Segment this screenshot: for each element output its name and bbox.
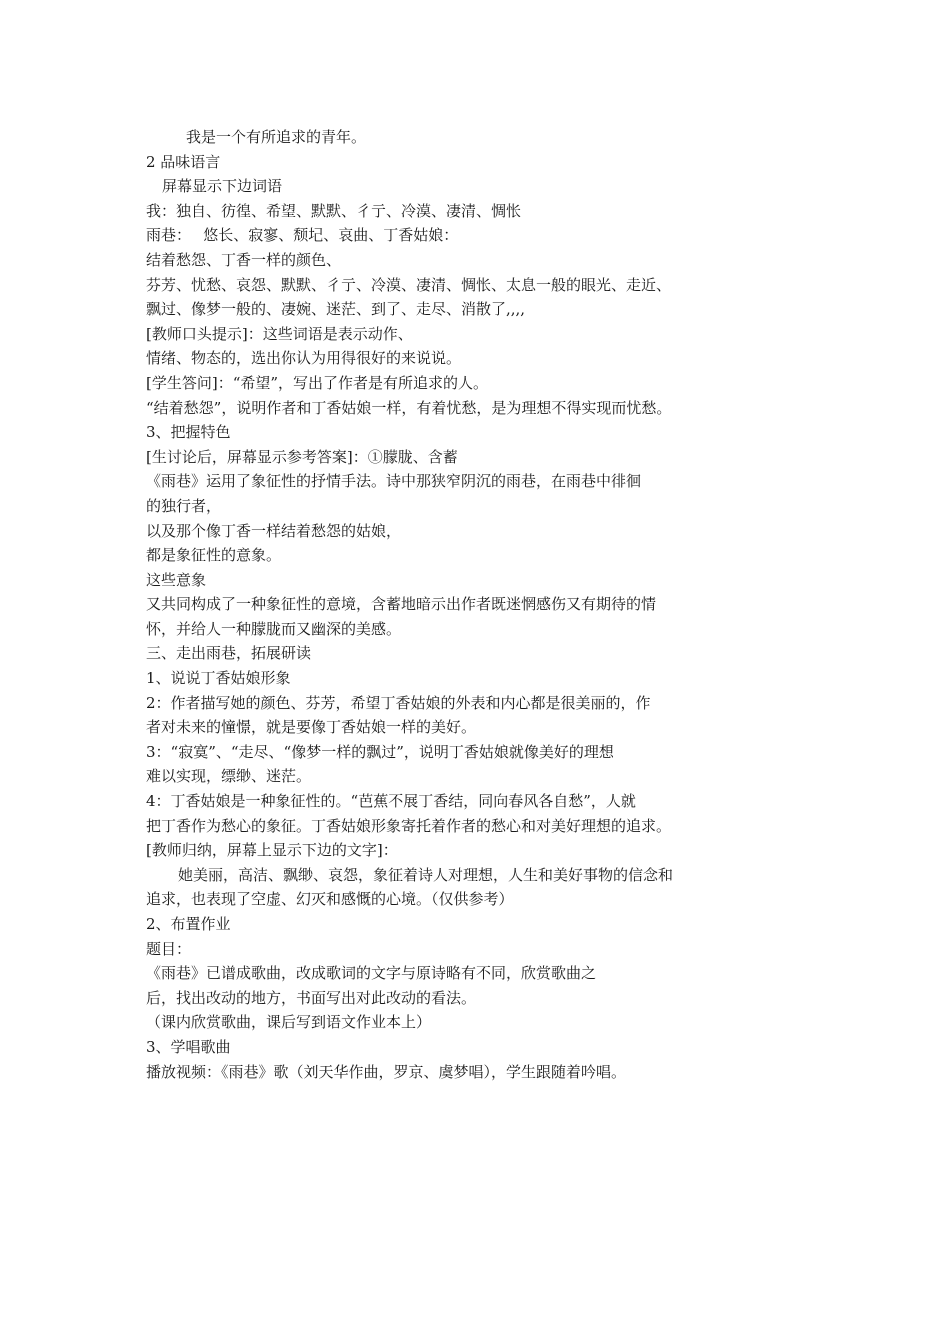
text-line: [教师口头提示]：这些词语是表示动作、 <box>146 324 413 343</box>
text-line: 我：独自、彷徨、希望、默默、彳亍、冷漠、凄清、惆怅 <box>146 201 522 220</box>
text-line: 播放视频：《雨巷》歌（刘天华作曲，罗京、虞梦唱），学生跟随着吟唱。 <box>146 1062 627 1081</box>
text-line: 4：丁香姑娘是一种象征性的。“芭蕉不展丁香结，同向春风各自愁”，人就 <box>146 792 636 811</box>
text-line: 屏幕显示下边词语 <box>162 177 283 196</box>
text-line: 芬芳、忧愁、哀怨、默默、彳亍、冷漠、凄清、惆怅、太息一般的眼光、走近、 <box>146 275 672 294</box>
text-line: 题目： <box>146 939 192 958</box>
text-line: 追求，也表现了空虚、幻灭和感慨的心境。（仅供参考） <box>146 890 514 909</box>
text-line: “结着愁怨”，说明作者和丁香姑娘一样，有着忧愁，是为理想不得实现而忧愁。 <box>146 398 672 417</box>
text-line: 她美丽，高洁、飘缈、哀怨，象征着诗人对理想，人生和美好事物的信念和 <box>178 865 674 884</box>
text-line: 的独行者， <box>146 496 222 515</box>
text-line: （课内欣赏歌曲，课后写到语文作业本上） <box>146 1013 432 1032</box>
text-line: 者对未来的憧憬，就是要像丁香姑娘一样的美好。 <box>146 718 477 737</box>
text-line: 《雨巷》已谱成歌曲，改成歌词的文字与原诗略有不同，欣赏歌曲之 <box>146 964 597 983</box>
text-line: 2、布置作业 <box>146 915 231 933</box>
text-line: 2 品味语言 <box>146 152 221 171</box>
text-line: 这些意象 <box>146 570 207 589</box>
text-line: 3：“寂寞”、“走尽、“像梦一样的飘过”，说明丁香姑娘就像美好的理想 <box>146 742 614 761</box>
text-line: 后，找出改动的地方，书面写出对此改动的看法。 <box>146 988 477 1007</box>
text-line: 《雨巷》运用了象征性的抒情手法。诗中那狭窄阴沉的雨巷，在雨巷中徘徊 <box>146 472 642 491</box>
text-line: 又共同构成了一种象征性的意境，含蓄地暗示出作者既迷惘感伤又有期待的情 <box>146 595 657 614</box>
text-line: [教师归纳，屏幕上显示下边的文字]： <box>146 841 398 860</box>
text-line: 都是象征性的意象。 <box>146 546 282 565</box>
text-line: 飘过、像梦一般的、凄婉、迷茫、到了、走尽、消散了,,,, <box>146 300 526 319</box>
text-line: 以及那个像丁香一样结着愁怨的姑娘， <box>146 521 402 540</box>
text-line: 2：作者描写她的颜色、芬芳，希望丁香姑娘的外表和内心都是很美丽的，作 <box>146 693 651 712</box>
text-line: 怀，并给人一种朦胧而又幽深的美感。 <box>146 619 402 638</box>
text-line: 1、说说丁香姑娘形象 <box>146 669 291 688</box>
text-line: 三、走出雨巷，拓展研读 <box>146 644 312 663</box>
text-line: 雨巷： 悠长、寂寥、颓圮、哀曲、丁香姑娘： <box>146 226 459 245</box>
text-line: 3、学唱歌曲 <box>146 1037 231 1056</box>
text-line: 我是一个有所追求的青年。 <box>186 128 367 146</box>
text-line: 难以实现，缥缈、迷茫。 <box>146 767 312 786</box>
text-line: [学生答问]：“希望”，写出了作者是有所追求的人。 <box>146 373 489 392</box>
text-line: 情绪、物态的，选出你认为用得很好的来说说。 <box>146 349 462 368</box>
text-line: 结着愁怨、丁香一样的颜色、 <box>146 250 342 269</box>
text-line: 3、把握特色 <box>146 423 231 442</box>
document-body <box>146 125 746 1084</box>
text-line: [生讨论后，屏幕显示参考答案]：①朦胧、含蓄 <box>146 447 458 466</box>
text-line: 把丁香作为愁心的象征。丁香姑娘形象寄托着作者的愁心和对美好理想的追求。 <box>146 816 672 835</box>
